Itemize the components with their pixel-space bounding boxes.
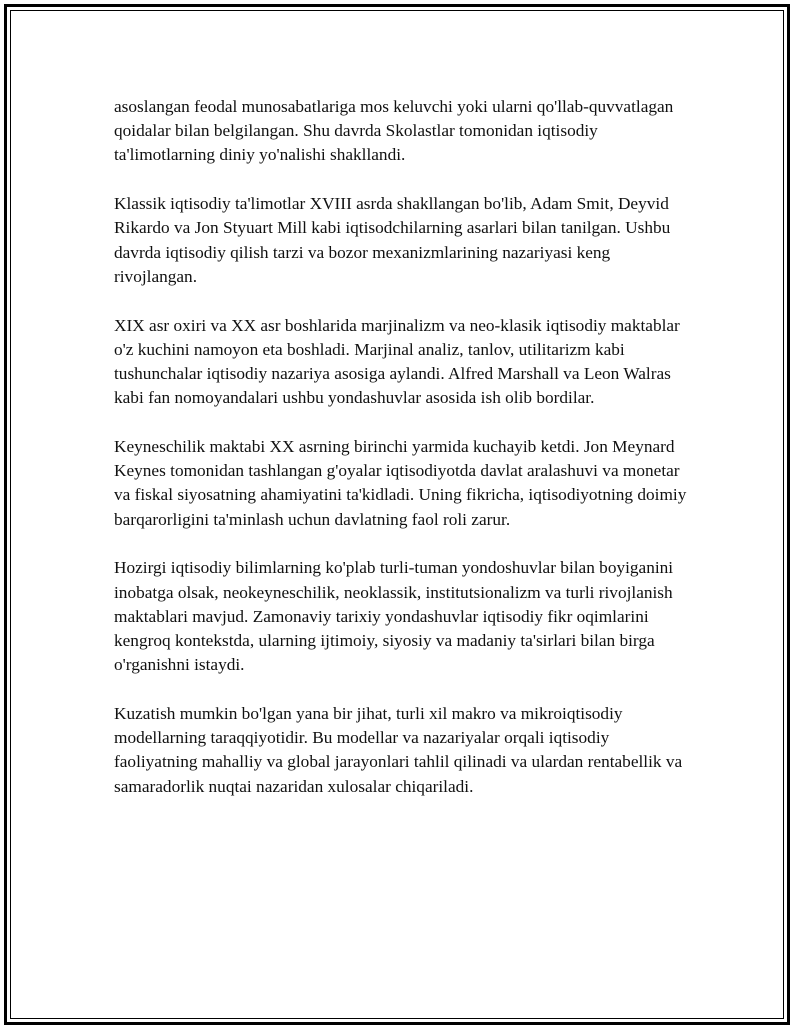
paragraph-modern-approaches: Hozirgi iqtisodiy bilimlarning ko'plab turli-tuman yondoshuvlar bilan boyiganini inobatga olsak, neokeyneschilik, neoklassik, institutsionalizm va turli rivojlanish maktablari mavjud. Zamonaviy tarixiy yondashuvlar iqtisodiy fikr oqimlarini kengroq kontekstda, ularning ijtimoiy, siyosiy va madaniy ta'sirlari bilan birga o'rganishni istaydi. — [114, 558, 674, 675]
paragraph-feudal-scholastics: asoslangan feodal munosabatlariga mos keluvchi yoki ularni qo'llab-quvvatlagan qoidalar bilan belgilangan. Shu davrda Skolastlar tomonidan iqtisodiy ta'limotlarning diniy yo'nalishi shakllandi. — [114, 97, 674, 165]
paragraph-macro-micro-models: Kuzatish mumkin bo'lgan yana bir jihat, turli xil makro va mikroiqtisodiy modellarning taraqqiyotidir. Bu modellar va nazariyalar orqali iqtisodiy faoliyatning mahalliy va global jarayonlari tahlil qilinadi va ulardan rentabellik va samaradorlik nuqtai nazaridan xulosalar chiqariladi. — [114, 704, 683, 796]
paragraph-classical-economics: Klassik iqtisodiy ta'limotlar XVIII asrda shakllangan bo'lib, Adam Smit, Deyvid Rikardo va Jon Styuart Mill kabi iqtisodchilarning asarlari bilan tanilgan. Ushbu davrda iqtisodiy qilish tarzi va bozor mexanizmlarining nazariyasi keng rivojlangan. — [114, 194, 671, 286]
paragraph-keynesianism: Keyneschilik maktabi XX asrning birinchi yarmida kuchayib ketdi. Jon Meynard Keynes tomonidan tashlangan g'oyalar iqtisodiyotda davlat aralashuvi va monetar va fiskal siyosatning ahamiyatini ta'kidladi. Uning fikricha, iqtisodiyotning doimiy barqarorligini ta'minlash uchun davlatning faol roli zarur. — [114, 437, 687, 529]
paragraph-marginalism: XIX asr oxiri va XX asr boshlarida marjinalizm va neo-klasik iqtisodiy maktablar o'z kuchini namoyon eta boshladi. Marjinal analiz, tanlov, utilitarizm kabi tushunchalar iqtisodiy nazariya asosiga aylandi. Alfred Marshall va Leon Walras kabi fan nomoyandalari ushbu yondashuvlar asosida ish olib bordilar. — [114, 315, 680, 408]
document-body — [114, 95, 694, 823]
